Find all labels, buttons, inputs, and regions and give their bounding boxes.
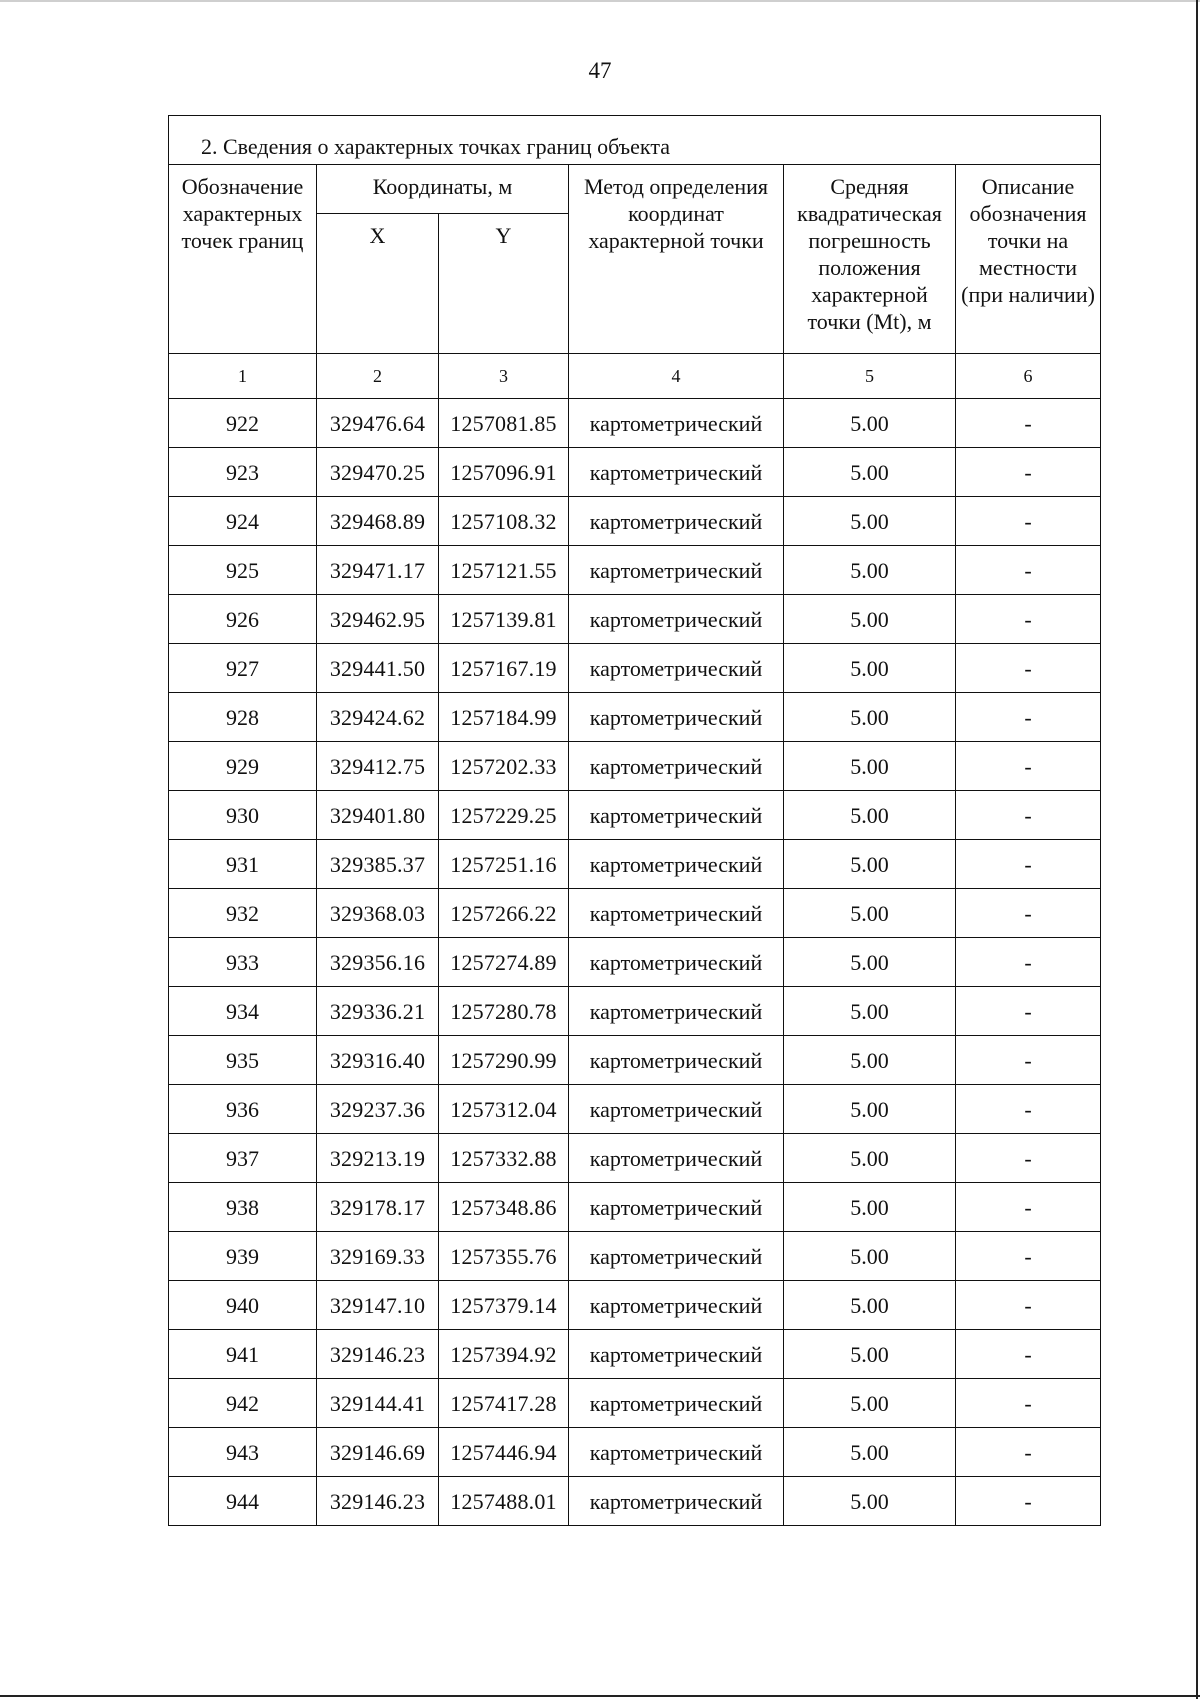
cell-desc: - (956, 693, 1101, 742)
cell-desc: - (956, 448, 1101, 497)
table-row (169, 742, 1101, 791)
cell-method: картометрический (569, 1477, 784, 1526)
cell-y: 1257312.04 (439, 1085, 569, 1134)
cell-y: 1257081.85 (439, 399, 569, 448)
cell-x: 329424.62 (317, 693, 439, 742)
cell-method: картометрический (569, 1281, 784, 1330)
cell-desc: - (956, 1134, 1101, 1183)
table-row (169, 1134, 1101, 1183)
cell-y: 1257280.78 (439, 987, 569, 1036)
cell-mt: 5.00 (784, 644, 956, 693)
cell-y: 1257096.91 (439, 448, 569, 497)
page-frame-right (1196, 0, 1198, 1699)
cell-desc: - (956, 546, 1101, 595)
cell-y: 1257184.99 (439, 693, 569, 742)
table-row (169, 1085, 1101, 1134)
cell-point: 924 (169, 497, 317, 546)
cell-mt: 5.00 (784, 1330, 956, 1379)
cell-method: картометрический (569, 644, 784, 693)
cell-method: картометрический (569, 1085, 784, 1134)
table-row (169, 1330, 1101, 1379)
cell-y: 1257488.01 (439, 1477, 569, 1526)
cell-x: 329316.40 (317, 1036, 439, 1085)
header-y: Y (439, 214, 569, 354)
cell-method: картометрический (569, 1134, 784, 1183)
page-frame-top (0, 0, 1200, 2)
cell-desc: - (956, 1036, 1101, 1085)
cell-mt: 5.00 (784, 1134, 956, 1183)
cell-desc: - (956, 595, 1101, 644)
cell-y: 1257355.76 (439, 1232, 569, 1281)
cell-desc: - (956, 889, 1101, 938)
cell-mt: 5.00 (784, 987, 956, 1036)
cell-desc: - (956, 1183, 1101, 1232)
cell-mt: 5.00 (784, 399, 956, 448)
cell-desc: - (956, 1428, 1101, 1477)
cell-point: 933 (169, 938, 317, 987)
cell-method: картометрический (569, 1232, 784, 1281)
column-number: 6 (956, 354, 1101, 399)
cell-point: 936 (169, 1085, 317, 1134)
header-error: Средняя квадратическая погрешность положения характерной точки (Mt), м (784, 165, 956, 354)
cell-y: 1257290.99 (439, 1036, 569, 1085)
cell-desc: - (956, 1379, 1101, 1428)
cell-point: 930 (169, 791, 317, 840)
cell-x: 329146.69 (317, 1428, 439, 1477)
cell-mt: 5.00 (784, 938, 956, 987)
column-number: 1 (169, 354, 317, 399)
cell-mt: 5.00 (784, 742, 956, 791)
cell-y: 1257417.28 (439, 1379, 569, 1428)
cell-mt: 5.00 (784, 791, 956, 840)
cell-point: 935 (169, 1036, 317, 1085)
cell-point: 941 (169, 1330, 317, 1379)
cell-x: 329470.25 (317, 448, 439, 497)
cell-point: 944 (169, 1477, 317, 1526)
table-row (169, 840, 1101, 889)
cell-x: 329401.80 (317, 791, 439, 840)
header-designation: Обозначение характерных точек границ (169, 165, 317, 354)
cell-x: 329146.23 (317, 1330, 439, 1379)
cell-x: 329412.75 (317, 742, 439, 791)
cell-point: 922 (169, 399, 317, 448)
cell-x: 329146.23 (317, 1477, 439, 1526)
cell-point: 923 (169, 448, 317, 497)
header-x: X (317, 214, 439, 354)
cell-x: 329147.10 (317, 1281, 439, 1330)
cell-point: 931 (169, 840, 317, 889)
cell-desc: - (956, 938, 1101, 987)
table-row (169, 546, 1101, 595)
table-row (169, 938, 1101, 987)
cell-method: картометрический (569, 938, 784, 987)
cell-x: 329336.21 (317, 987, 439, 1036)
cell-desc: - (956, 987, 1101, 1036)
cell-x: 329476.64 (317, 399, 439, 448)
cell-mt: 5.00 (784, 1428, 956, 1477)
cell-point: 927 (169, 644, 317, 693)
table-row (169, 1281, 1101, 1330)
cell-x: 329213.19 (317, 1134, 439, 1183)
cell-desc: - (956, 644, 1101, 693)
cell-method: картометрический (569, 889, 784, 938)
cell-y: 1257108.32 (439, 497, 569, 546)
cell-desc: - (956, 1330, 1101, 1379)
cell-mt: 5.00 (784, 840, 956, 889)
cell-y: 1257167.19 (439, 644, 569, 693)
table-row (169, 1379, 1101, 1428)
cell-x: 329471.17 (317, 546, 439, 595)
cell-method: картометрический (569, 1379, 784, 1428)
table-row (169, 644, 1101, 693)
cell-point: 943 (169, 1428, 317, 1477)
cell-x: 329441.50 (317, 644, 439, 693)
cell-y: 1257394.92 (439, 1330, 569, 1379)
cell-mt: 5.00 (784, 1379, 956, 1428)
cell-mt: 5.00 (784, 693, 956, 742)
cell-x: 329178.17 (317, 1183, 439, 1232)
cell-y: 1257139.81 (439, 595, 569, 644)
cell-method: картометрический (569, 497, 784, 546)
cell-point: 926 (169, 595, 317, 644)
cell-point: 937 (169, 1134, 317, 1183)
header-method: Метод определения координат характерной точки (569, 165, 784, 354)
table-row (169, 1477, 1101, 1526)
page-frame-bottom (0, 1695, 1200, 1697)
table-row (169, 399, 1101, 448)
cell-point: 925 (169, 546, 317, 595)
column-number: 3 (439, 354, 569, 399)
cell-point: 940 (169, 1281, 317, 1330)
cell-y: 1257348.86 (439, 1183, 569, 1232)
cell-method: картометрический (569, 987, 784, 1036)
table-row (169, 595, 1101, 644)
table-row (169, 448, 1101, 497)
table-row (169, 889, 1101, 938)
cell-y: 1257379.14 (439, 1281, 569, 1330)
cell-mt: 5.00 (784, 1232, 956, 1281)
table-row (169, 497, 1101, 546)
cell-x: 329356.16 (317, 938, 439, 987)
cell-y: 1257202.33 (439, 742, 569, 791)
cell-x: 329385.37 (317, 840, 439, 889)
cell-desc: - (956, 840, 1101, 889)
cell-desc: - (956, 1281, 1101, 1330)
cell-desc: - (956, 497, 1101, 546)
cell-method: картометрический (569, 1330, 784, 1379)
cell-desc: - (956, 1085, 1101, 1134)
boundary-points-table (168, 115, 1101, 1526)
cell-method: картометрический (569, 742, 784, 791)
cell-desc: - (956, 399, 1101, 448)
table-row (169, 1428, 1101, 1477)
cell-mt: 5.00 (784, 1281, 956, 1330)
cell-method: картометрический (569, 399, 784, 448)
cell-desc: - (956, 1232, 1101, 1281)
table-row (169, 1183, 1101, 1232)
table-row (169, 987, 1101, 1036)
table-row (169, 1036, 1101, 1085)
cell-x: 329462.95 (317, 595, 439, 644)
cell-mt: 5.00 (784, 595, 956, 644)
header-coordinates: Координаты, м (317, 165, 569, 214)
cell-method: картометрический (569, 1036, 784, 1085)
cell-method: картометрический (569, 1183, 784, 1232)
column-number: 2 (317, 354, 439, 399)
cell-y: 1257121.55 (439, 546, 569, 595)
page-number: 47 (588, 58, 612, 83)
cell-mt: 5.00 (784, 546, 956, 595)
cell-method: картометрический (569, 448, 784, 497)
cell-y: 1257446.94 (439, 1428, 569, 1477)
cell-desc: - (956, 742, 1101, 791)
cell-point: 934 (169, 987, 317, 1036)
cell-point: 939 (169, 1232, 317, 1281)
cell-mt: 5.00 (784, 1477, 956, 1526)
cell-y: 1257229.25 (439, 791, 569, 840)
column-number: 5 (784, 354, 956, 399)
column-numbers-row (169, 354, 1101, 399)
table-row (169, 791, 1101, 840)
cell-mt: 5.00 (784, 1183, 956, 1232)
cell-mt: 5.00 (784, 497, 956, 546)
cell-x: 329169.33 (317, 1232, 439, 1281)
cell-mt: 5.00 (784, 1085, 956, 1134)
cell-desc: - (956, 791, 1101, 840)
cell-x: 329368.03 (317, 889, 439, 938)
cell-mt: 5.00 (784, 889, 956, 938)
cell-y: 1257332.88 (439, 1134, 569, 1183)
cell-method: картометрический (569, 1428, 784, 1477)
cell-point: 938 (169, 1183, 317, 1232)
cell-y: 1257266.22 (439, 889, 569, 938)
column-number: 4 (569, 354, 784, 399)
cell-mt: 5.00 (784, 448, 956, 497)
cell-point: 932 (169, 889, 317, 938)
table-row (169, 1232, 1101, 1281)
cell-method: картометрический (569, 791, 784, 840)
cell-y: 1257274.89 (439, 938, 569, 987)
section-title: 2. Сведения о характерных точках границ объекта (169, 116, 1101, 165)
cell-method: картометрический (569, 840, 784, 889)
cell-x: 329237.36 (317, 1085, 439, 1134)
cell-method: картометрический (569, 693, 784, 742)
cell-x: 329144.41 (317, 1379, 439, 1428)
cell-y: 1257251.16 (439, 840, 569, 889)
table-row (169, 693, 1101, 742)
header-description: Описание обозначения точки на местности (при наличии) (956, 165, 1101, 354)
cell-mt: 5.00 (784, 1036, 956, 1085)
cell-point: 942 (169, 1379, 317, 1428)
cell-x: 329468.89 (317, 497, 439, 546)
cell-point: 929 (169, 742, 317, 791)
cell-desc: - (956, 1477, 1101, 1526)
cell-method: картометрический (569, 595, 784, 644)
cell-method: картометрический (569, 546, 784, 595)
cell-point: 928 (169, 693, 317, 742)
